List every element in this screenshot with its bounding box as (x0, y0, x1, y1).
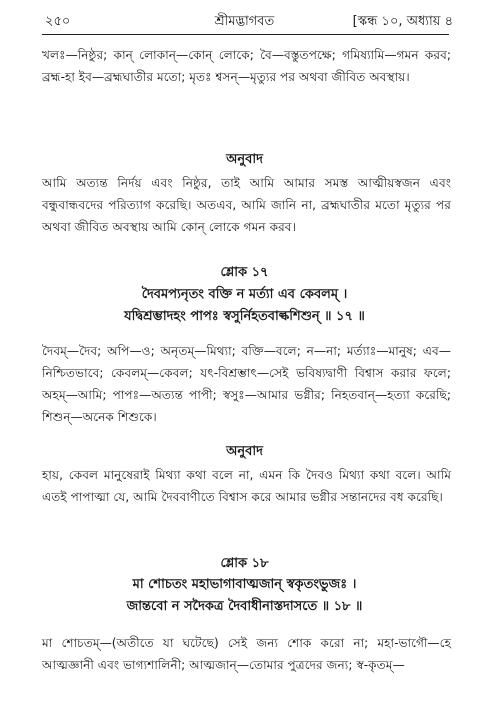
verse-17-label: শ্লোক ১৭ (220, 265, 269, 280)
verse-18-line-2: জান্তবো ন সদৈকত্র দৈবাধীনাস্তদাসতে ॥ ১৮ ॥ (126, 599, 363, 614)
translation-paragraph-2: হায়, কেবল মানুষেরাই মিথ্যা কথা বলে না, এমন কি দৈবও মিথ্যা কথা বলে। আমি এতই পাপাত্মা যে, আমি দৈববাণীতে বিশ্বাস করে আমার ভগ্নীর সন্তানদের বধ করেছি। (42, 468, 451, 504)
verse-17-line-1: দৈবমপ্যনৃতং বক্তি ন মর্ত্যা এব কেবলম্ । (141, 287, 348, 302)
header-rule (42, 34, 449, 35)
verse-17-line-2: যদ্বিশ্রম্ভাদহং পাপঃ স্বসুর্নিহতবাল্কশিশুন্ ॥ ১৭ ॥ (124, 309, 365, 324)
synonyms-paragraph-3: মা শোচতম্—(অতীতে যা ঘটেছে) সেই জন্য শোক করো না; মহা-ভাগৌ—হে আত্মজ্ঞানী এবং ভাগ্যশালিনী; আত্মজান্—তোমার পুত্রদের জন্য; স্ব-কৃতম্— (42, 636, 451, 672)
translation-heading-1: অনুবাদ (226, 152, 263, 167)
verse-18-line-1: মা শোচতং মহাভাগাবাত্মজান্ স্বকৃতংভুজঃ । (132, 577, 357, 592)
synonyms-paragraph-1: খলঃ—নিষ্ঠুর; কান্ লোকান্—কোন্ লোকে; বৈ—বস্তুতপক্ষে; গমিষ্যামি—গমন করব; ব্রহ্ম-হা ইব—ব্রহ্মঘাতীর মতো; মৃতঃ শ্বসন্—মৃত্যুর পর অথবা জীবিত অবস্থায়। (42, 48, 451, 84)
page-number: ২৫০ (45, 14, 71, 29)
translation-paragraph-1: আমি অত্যন্ত নির্দয় এবং নিষ্ঠুর, তাই আমি আমার সমস্ত আত্মীয়স্বজন এবং বন্ধুবান্ধবদের পরিত্যাগ করেছি। অতএব, আমি জানি না, ব্রহ্মঘাতীর মতো মৃত্যুর পর অথবা জীবিত অবস্থায় আমি কোন্ লোকে গমন করব। (42, 176, 451, 234)
synonyms-paragraph-2: দৈবম্—দৈব; অপি—ও; অনৃতম্—মিথ্যা; বক্তি—বলে; ন—না; মর্ত্যাঃ—মানুষ; এব—নিশ্চিতভাবে; কেবলম্—কেবল; যৎ-বিশ্রম্ভাৎ—সেই ভবিষ্যদ্বাণী বিশ্বাস করার ফলে; অহম্—আমি; পাপঃ—অত্যন্ত পাপী; স্বসুঃ—আমার ভগ্নীর; নিহতবান্—হত্যা করেছি; শিশুন্—অনেক শিশুকে। (42, 344, 451, 424)
verse-18-label: শ্লোক ১৮ (220, 556, 269, 571)
book-title: শ্রীমদ্ভাগবত (214, 14, 275, 29)
translation-heading-2: অনুবাদ (226, 444, 263, 459)
page-header (0, 10, 489, 32)
section-reference: [স্কন্ধ ১০, অধ্যায় ৪ (352, 14, 453, 29)
